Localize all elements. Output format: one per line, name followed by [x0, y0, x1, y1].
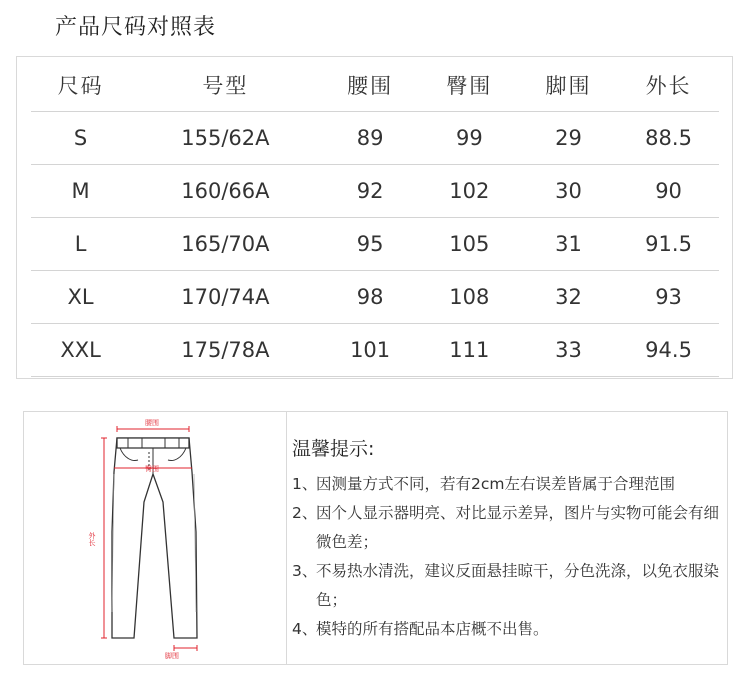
cell-waist: 98: [321, 271, 420, 324]
table-row: [31, 324, 719, 377]
list-item: [292, 557, 722, 615]
cell-length: 90: [618, 165, 719, 218]
hip-dimension-label: 臀围: [145, 465, 159, 473]
cell-model: 175/78A: [130, 324, 320, 377]
table-row: [31, 271, 719, 324]
cell-hem: 32: [519, 271, 618, 324]
cell-waist: 89: [321, 112, 420, 165]
cell-hem: 29: [519, 112, 618, 165]
table-row: [31, 165, 719, 218]
cell-model: 155/62A: [130, 112, 320, 165]
cell-hip: 102: [420, 165, 519, 218]
table-row: [31, 218, 719, 271]
pants-measurement-figure: [24, 412, 286, 664]
size-table: [31, 59, 719, 377]
length-dimension-label: 外长: [88, 532, 96, 546]
cell-length: 91.5: [618, 218, 719, 271]
cell-size: L: [31, 218, 130, 271]
hem-dimension-label: 脚围: [165, 652, 179, 660]
list-item: [292, 499, 722, 557]
cell-size: XL: [31, 271, 130, 324]
list-item: [292, 615, 722, 644]
cell-length: 93: [618, 271, 719, 324]
table-header-row: [31, 59, 719, 112]
cell-size: M: [31, 165, 130, 218]
tip-text: 模特的所有搭配品本店概不出售。: [316, 620, 549, 638]
tip-number: 3、: [292, 562, 318, 580]
cell-hip: 108: [420, 271, 519, 324]
cell-model: 165/70A: [130, 218, 320, 271]
cell-hip: 105: [420, 218, 519, 271]
tip-number: 4、: [292, 620, 318, 638]
cell-hem: 30: [519, 165, 618, 218]
header-hip: 臀围: [420, 59, 519, 112]
cell-hip: 99: [420, 112, 519, 165]
waist-dimension-label: 腰围: [145, 419, 159, 427]
list-item: [292, 470, 722, 499]
tip-text: 因个人显示器明亮、对比显示差异，图片与实物可能会有细微色差；: [316, 504, 720, 551]
cell-waist: 101: [321, 324, 420, 377]
page-title: 产品尺码对照表: [55, 15, 217, 40]
header-length: 外长: [618, 59, 719, 112]
pants-diagram: [24, 412, 286, 664]
cell-hem: 33: [519, 324, 618, 377]
tip-number: 2、: [292, 504, 318, 522]
cell-hip: 111: [420, 324, 519, 377]
header-hem: 脚围: [519, 59, 618, 112]
header-waist: 腰围: [321, 59, 420, 112]
header-model: 号型: [130, 59, 320, 112]
cell-model: 170/74A: [130, 271, 320, 324]
cell-size: XXL: [31, 324, 130, 377]
cell-length: 94.5: [618, 324, 719, 377]
cell-size: S: [31, 112, 130, 165]
table-row: [31, 112, 719, 165]
cell-waist: 92: [321, 165, 420, 218]
cell-hem: 31: [519, 218, 618, 271]
cell-waist: 95: [321, 218, 420, 271]
tip-text: 因测量方式不同，若有2cm左右误差皆属于合理范围: [316, 475, 675, 493]
panel-divider: [286, 412, 287, 664]
tips-title: 温馨提示:: [292, 438, 375, 460]
header-size: 尺码: [31, 59, 130, 112]
size-chart-panel: [16, 56, 733, 379]
tips-panel: [23, 411, 728, 665]
tips-list: [292, 470, 722, 644]
cell-length: 88.5: [618, 112, 719, 165]
tip-text: 不易热水清洗，建议反面悬挂晾干，分色洗涤，以免衣服染色；: [316, 562, 720, 609]
cell-model: 160/66A: [130, 165, 320, 218]
tip-number: 1、: [292, 475, 318, 493]
